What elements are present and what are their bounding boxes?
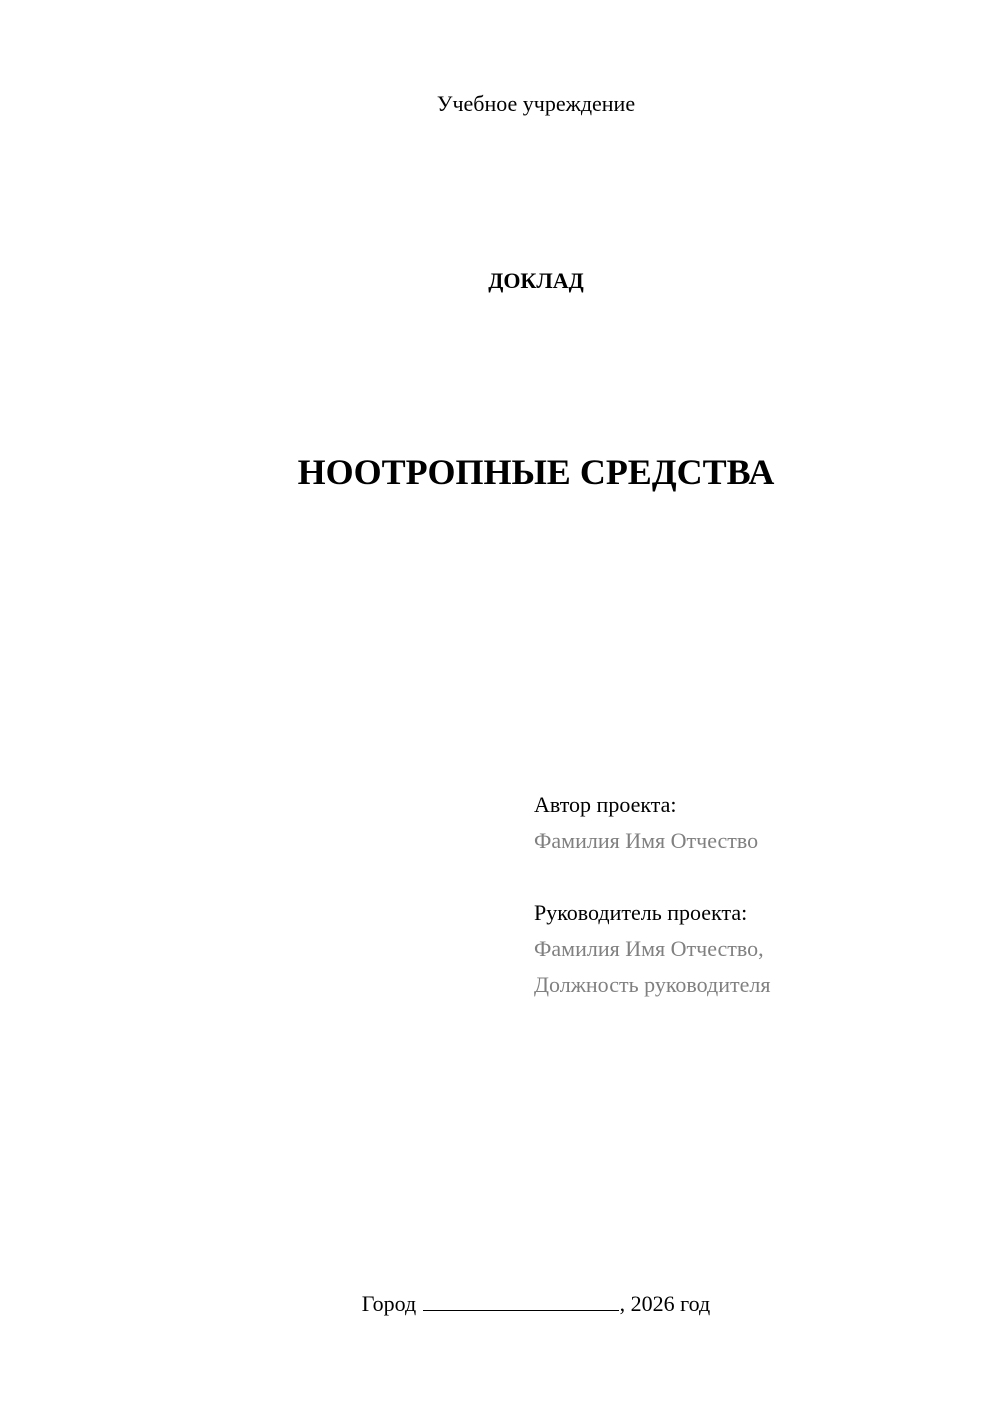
institution-name: Учебное учреждение [436,91,636,116]
city-blank-line [423,1290,619,1311]
footer-city-year [0,1290,1000,1317]
supervisor-label: Руководитель проекта: [534,900,748,925]
document-title: НООТРОПНЫЕ СРЕДСТВА [297,452,775,492]
supervisor-name: Фамилия Имя Отчество, [534,936,764,961]
supervisor-position: Должность руководителя [534,972,771,997]
city-label: Город [361,1291,422,1316]
credits-block [534,787,770,1003]
author-name: Фамилия Имя Отчество [534,828,759,853]
credits-spacer [534,859,770,895]
document-type: ДОКЛАД [488,268,584,293]
author-label: Автор проекта: [534,792,677,817]
year-text: , 2026 год [619,1291,711,1316]
